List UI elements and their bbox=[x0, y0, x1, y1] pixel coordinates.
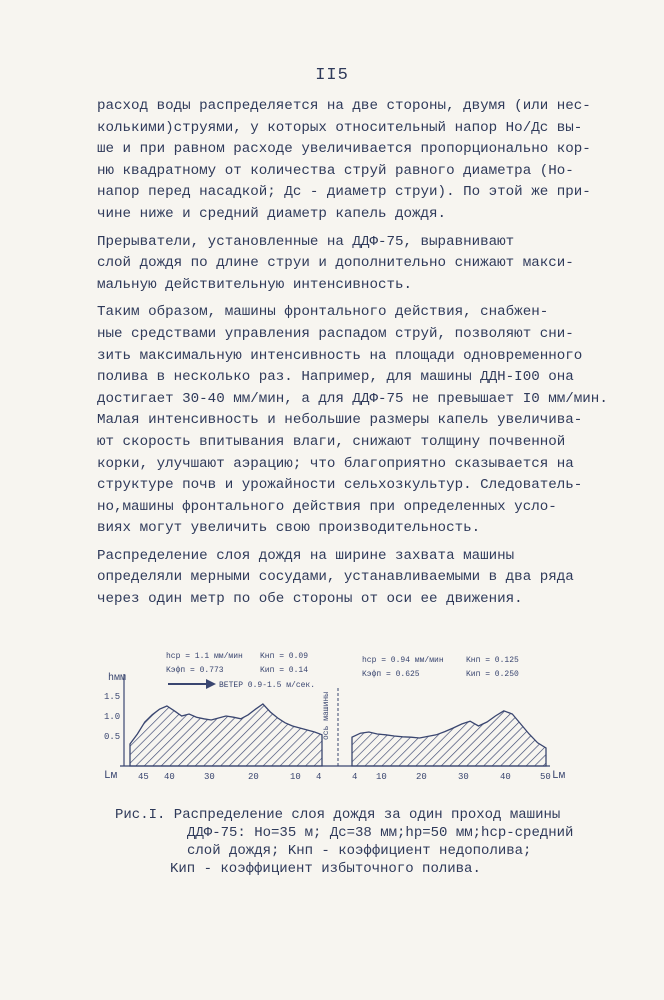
text-line: Распределение слоя дождя на ширине захвата машины bbox=[97, 547, 515, 564]
right-stat: Kип = 0.250 bbox=[466, 670, 519, 679]
caption-line: Рис.I. Распределение слоя дождя за один проход машины bbox=[115, 807, 561, 823]
rain-distribution-figure bbox=[100, 640, 570, 790]
right-stat: Kэфп = 0.625 bbox=[362, 670, 420, 679]
page-number: II5 bbox=[315, 66, 349, 85]
caption-line: слой дождя; Kнп - коэффициент недополива; bbox=[187, 843, 532, 859]
text-line: ют скорость впитывания влаги, снижают толщину почвенной bbox=[97, 433, 566, 450]
x-tick-label: 10 bbox=[290, 772, 301, 782]
wind-label: ВЕТЕР 0.9-1.5 м/сек. bbox=[219, 681, 316, 690]
text-line: расход воды распределяется на две стороны, двумя (или нес- bbox=[97, 98, 591, 114]
body-text bbox=[97, 96, 657, 611]
text-line: Малая интенсивность и небольшие размеры капель увеличива- bbox=[97, 412, 583, 429]
x-tick-label: 45 bbox=[138, 772, 149, 782]
x-axis-right-label: Lм bbox=[552, 770, 566, 782]
text-line: чине ниже и средний диаметр капель дождя. bbox=[97, 205, 447, 222]
x-tick-label: 30 bbox=[204, 772, 215, 782]
text-line: через один метр по обе стороны от оси ее движения. bbox=[97, 591, 523, 608]
y-axis-label: hмм bbox=[108, 673, 127, 684]
x-tick-label: 40 bbox=[500, 772, 511, 782]
x-tick-label: 4 bbox=[352, 772, 358, 782]
y-tick-label: 1.5 bbox=[104, 692, 121, 702]
x-tick-label: 50 bbox=[540, 772, 551, 782]
x-tick-label: 40 bbox=[164, 772, 175, 782]
text-line: корки, улучшают аэрацию; что благоприятно сказывается на bbox=[97, 455, 574, 472]
paragraph-2 bbox=[97, 232, 657, 297]
left-rain-profile bbox=[130, 704, 322, 766]
right-rain-profile bbox=[352, 711, 546, 766]
left-stat: Kнп = 0.09 bbox=[260, 652, 309, 661]
text-line: полива в несколько раз. Например, для машины ДДН-I00 она bbox=[97, 369, 574, 386]
figure-caption bbox=[115, 806, 635, 878]
paragraph-4 bbox=[97, 546, 657, 611]
left-stat: hср = 1.1 мм/мин bbox=[166, 652, 243, 661]
text-line: напор перед насадкой; Дс - диаметр струи). По этой же при- bbox=[97, 184, 591, 201]
figure-drawing bbox=[100, 640, 570, 790]
wind-arrowhead-icon bbox=[206, 679, 216, 689]
x-tick-label: 30 bbox=[458, 772, 469, 782]
text-line: зить максимальную интенсивность на площади одновременного bbox=[97, 347, 583, 364]
x-tick-label: 20 bbox=[416, 772, 427, 782]
text-line: определяли мерными сосудами, устанавливаемыми в два ряда bbox=[97, 569, 574, 586]
left-stat: Kип = 0.14 bbox=[260, 666, 309, 675]
caption-line: ДДФ-75: Hо=35 м; Дс=38 мм;hр=50 мм;hср-средний bbox=[187, 825, 574, 841]
text-line: мальную действительную интенсивность. bbox=[97, 276, 413, 293]
text-line: ню квадратному от количества струй равного диаметра (Hо- bbox=[97, 162, 574, 179]
right-stat: Kнп = 0.125 bbox=[466, 656, 519, 665]
paragraph-1 bbox=[97, 96, 657, 226]
machine-axis-label: ось машины bbox=[322, 691, 331, 740]
left-stat: Kэфп = 0.773 bbox=[166, 666, 224, 675]
text-line: Прерыватели, установленные на ДДФ-75, выравнивают bbox=[97, 233, 515, 250]
x-tick-label: 10 bbox=[376, 772, 387, 782]
text-line: ше и при равном расходе увеличивается пропорционально кор- bbox=[97, 141, 591, 158]
text-line: структуре почв и урожайности сельхозкультур. Следователь- bbox=[97, 477, 583, 494]
text-line: достигает 30-40 мм/мин, а для ДДФ-75 не превышает I0 мм/мин. bbox=[97, 390, 608, 407]
text-line: Таким образом, машины фронтального действия, снабжен- bbox=[97, 304, 549, 321]
text-line: но,машины фронтального действия при определенных усло- bbox=[97, 498, 557, 515]
x-tick-label: 20 bbox=[248, 772, 259, 782]
text-line: ные средствами управления распадом струй, позволяют сни- bbox=[97, 325, 574, 342]
paragraph-3 bbox=[97, 302, 657, 540]
y-tick-label: 0.5 bbox=[104, 732, 121, 742]
text-line: колькими)струями, у которых относительный напор Hо/Дс вы- bbox=[97, 119, 583, 136]
y-tick-label: 1.0 bbox=[104, 712, 121, 722]
text-line: виях могут увеличить свою производительность. bbox=[97, 520, 481, 537]
x-tick-label: 4 bbox=[316, 772, 322, 782]
x-axis-left-label: Lм bbox=[104, 770, 118, 782]
caption-line: Kип - коэффициент избыточного полива. bbox=[170, 861, 481, 877]
right-stat: hср = 0.94 мм/мин bbox=[362, 656, 444, 665]
text-line: слой дождя по длине струи и дополнительно снижают макси- bbox=[97, 255, 574, 272]
